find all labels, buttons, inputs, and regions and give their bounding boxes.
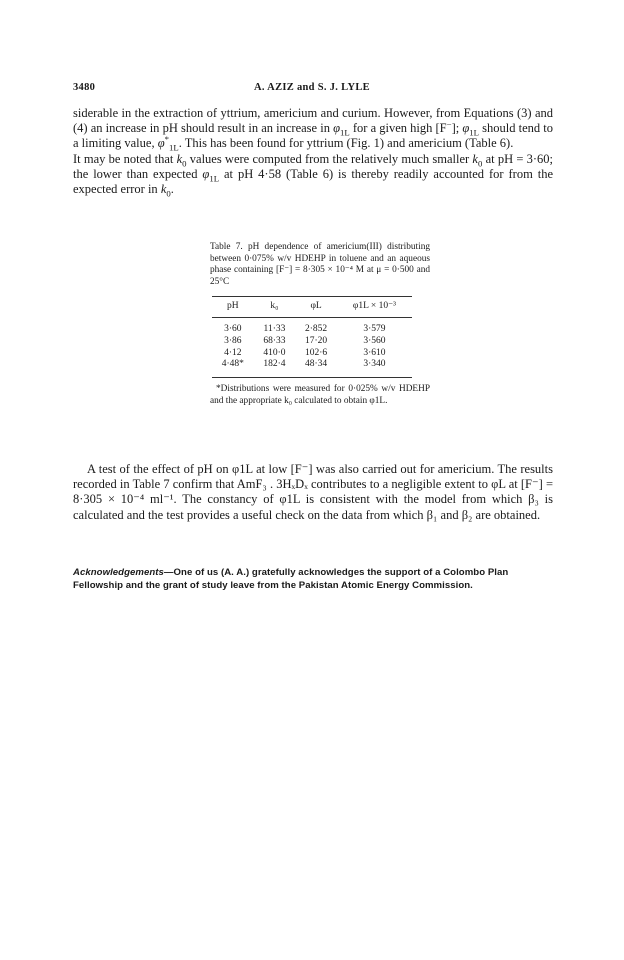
table-7 <box>210 242 430 407</box>
col-header-k0: k₀ <box>270 301 279 312</box>
table-row <box>212 348 412 360</box>
table-row <box>212 359 412 377</box>
running-head-authors: A. AZIZ and S. J. LYLE <box>254 82 370 93</box>
data-table <box>212 296 412 378</box>
table-cell: 102·6 <box>305 347 328 358</box>
table-row <box>212 336 412 348</box>
body-paragraphs-top <box>73 106 553 197</box>
table-cell: 2·852 <box>305 323 328 334</box>
table-footnote: *Distributions were measured for 0·025% w/v HDEHP and the appropriate k₀ calculated to obtain φ1L. <box>210 384 430 406</box>
acknowledgements-text: —One of us (A. A.) gratefully acknowledges the support of a Colombo Plan Fellowship and the grant of study leave from the Pakistan Atomic Energy Commission. <box>73 567 509 591</box>
col-header-ph: pH <box>227 301 239 312</box>
table-cell: 182·4 <box>263 359 286 370</box>
table-cell: 4·12 <box>224 347 242 358</box>
table-cell: 3·60 <box>224 323 242 334</box>
table-cell: 17·20 <box>305 335 328 346</box>
table-caption: Table 7. pH dependence of americium(III) distributing between 0·075% w/v HDEHP in toluene and an aqueous phase containing [F⁻] = 8·305 × 10⁻⁴ M at μ = 0·500 and 25°C <box>210 242 430 287</box>
col-header-phi-l: φL <box>310 301 322 312</box>
table-cell: 68·33 <box>263 335 286 346</box>
table-cell: 11·33 <box>263 323 286 334</box>
acknowledgements-heading: Acknowledgements <box>73 567 164 578</box>
paragraph-3: A test of the effect of pH on φ1L at low [F⁻] was also carried out for americium. The results recorded in Table 7 confirm that AmF₃ . 3HₓDₓ contributes to a negligible extent to φL at [F⁻] = 8·305 × 10⁻⁴ ml⁻¹. The constancy of φ1L is consistent with the model from which β₃ is calculated and the test provides a useful check on the data from which β₁ and β₂ are obtained. <box>73 462 553 522</box>
table-row <box>212 317 412 335</box>
body-paragraph-bottom <box>73 462 553 523</box>
table-cell: 48·34 <box>305 359 328 370</box>
table-cell: 3·579 <box>363 323 386 334</box>
page-number: 3480 <box>73 82 96 93</box>
acknowledgements <box>73 566 557 592</box>
table-cell: 3·610 <box>363 347 386 358</box>
table-cell: 3·86 <box>224 335 242 346</box>
table-cell: 4·48* <box>221 359 244 370</box>
paragraph-2: It may be noted that $k_0$ values were computed from the relatively much smaller $k_0$ at pH = 3·60; the lower than expected $\varphi_{1L}$ at pH 4·58 (Table 6) is thereby readily accounted for from the expected error in $k_0$. <box>73 151 554 199</box>
table-header-row <box>212 297 412 318</box>
table-cell: 3·340 <box>363 359 386 370</box>
table-cell: 3·560 <box>363 335 386 346</box>
paragraph-1: siderable in the extraction of yttrium, americium and curium. However, from Equations (3) and (4) an increase in pH should result in an increase in $\varphi_{1L}$ for a given high [F−]; $\varphi_{1L}$ should tend to a limiting value, $\varphi^*_{1L}$. This has been found for yttrium (Fig. 1) and americium (Table 6). <box>73 106 553 153</box>
table-cell: 410·0 <box>263 347 286 358</box>
col-header-phi-1l: φ1L × 10⁻³ <box>352 301 397 312</box>
